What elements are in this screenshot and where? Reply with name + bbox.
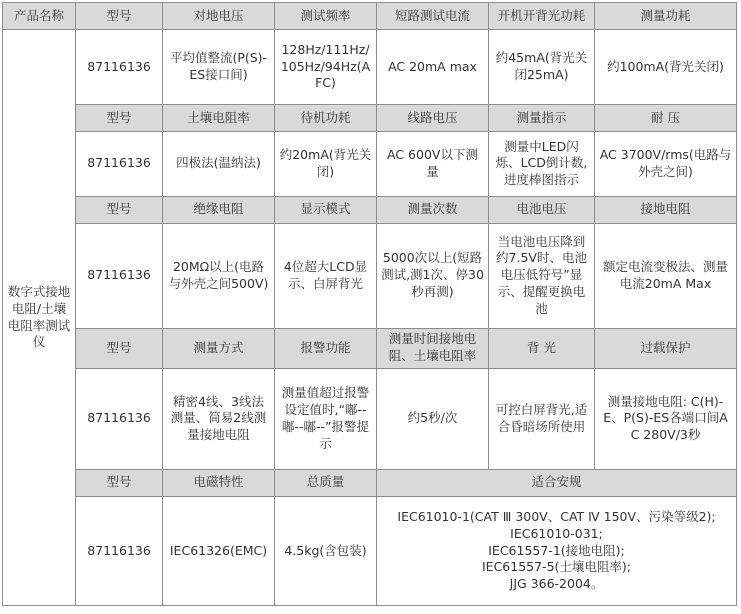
cell-battery-voltage: 当电池电压降到约7.5V时、电池电压低符号”显示、提醒更换电池 xyxy=(489,223,595,328)
cell-backlight: 可控白屏背光,适合昏暗场所使用 xyxy=(489,368,595,469)
header-row-1 xyxy=(3,3,737,30)
cell-emc: IEC61326(EMC) xyxy=(163,497,275,606)
header-line-voltage: 线路电压 xyxy=(377,104,489,131)
header-short-circuit-current: 短路测试电流 xyxy=(377,3,489,30)
cell-backlight-power: 约45mA(背光关闭25mA) xyxy=(489,30,595,105)
header-row-5 xyxy=(3,469,737,496)
cell-measure-count: 5000次以上(短路测试,测1次、停30秒再测) xyxy=(377,223,489,328)
cell-ground-voltage: 平均值整流(P(S)-ES接口间) xyxy=(163,30,275,105)
value-row-3 xyxy=(3,223,737,328)
cell-measure-indicator: 测量中LED闪烁、LCD倒计数,进度棒图指示 xyxy=(489,132,595,197)
header-ground-resistance: 接地电阻 xyxy=(595,196,737,223)
header-model: 型号 xyxy=(76,3,163,30)
standard-line: JJG 366-2004。 xyxy=(509,576,604,592)
cell-display-mode: 4位超大LCD显示、白屏背光 xyxy=(275,223,377,328)
header-measure-method: 测量方式 xyxy=(163,328,275,368)
header-measure-indicator: 测量指示 xyxy=(489,104,595,131)
cell-test-frequency: 128Hz/111Hz/105Hz/94Hz(AFC) xyxy=(275,30,377,105)
header-safety-standards: 适合安规 xyxy=(377,469,737,496)
value-row-5 xyxy=(3,497,737,606)
cell-total-weight: 4.5kg(含包装) xyxy=(275,497,377,606)
cell-measure-power: 约100mA(背光关闭) xyxy=(595,30,737,105)
cell-model: 87116136 xyxy=(76,132,163,197)
cell-insulation-resistance: 20MΩ以上(电路与外壳之间500V) xyxy=(163,223,275,328)
header-model: 型号 xyxy=(76,469,163,496)
header-withstand-voltage: 耐 压 xyxy=(595,104,737,131)
header-insulation-resistance: 绝缘电阻 xyxy=(163,196,275,223)
header-model: 型号 xyxy=(76,196,163,223)
product-name: 数字式接地电阻/土壤电阻率测试仪 xyxy=(3,30,76,606)
cell-ground-resistance: 额定电流变极法、测量电流20mA Max xyxy=(595,223,737,328)
standard-line: IEC61010-1(CAT Ⅲ 300V、CAT Ⅳ 150V、污染等级2); xyxy=(397,508,716,524)
standard-line: IEC61557-1(接地电阻); xyxy=(488,542,625,558)
header-ground-voltage: 对地电压 xyxy=(163,3,275,30)
cell-measure-method: 精密4线、3线法测量、简易2线测量接地电阻 xyxy=(163,368,275,469)
cell-alarm-function: 测量值超过报警设定值时,“嘟--嘟--嘟--”报警提示 xyxy=(275,368,377,469)
cell-model: 87116136 xyxy=(76,223,163,328)
header-total-weight: 总质量 xyxy=(275,469,377,496)
header-test-frequency: 测试频率 xyxy=(275,3,377,30)
cell-standby-power: 约20mA(背光关闭) xyxy=(275,132,377,197)
header-backlight: 背 光 xyxy=(489,328,595,368)
standard-line: IEC61010-031; xyxy=(510,525,603,541)
header-overload-protection: 过载保护 xyxy=(595,328,737,368)
header-emc: 电磁特性 xyxy=(163,469,275,496)
header-display-mode: 显示模式 xyxy=(275,196,377,223)
header-measure-time: 测量时间接地电阻、土壤电阻率 xyxy=(377,328,489,368)
spec-table xyxy=(2,2,737,606)
value-row-4 xyxy=(3,368,737,469)
value-row-2 xyxy=(3,132,737,197)
cell-model: 87116136 xyxy=(76,497,163,606)
header-standby-power: 待机功耗 xyxy=(275,104,377,131)
product-name-header: 产品名称 xyxy=(3,3,76,30)
cell-model: 87116136 xyxy=(76,30,163,105)
header-alarm-function: 报警功能 xyxy=(275,328,377,368)
header-measure-count: 测量次数 xyxy=(377,196,489,223)
header-backlight-power: 开机开背光功耗 xyxy=(489,3,595,30)
cell-short-circuit-current: AC 20mA max xyxy=(377,30,489,105)
standard-line: IEC61557-5(土壤电阻率); xyxy=(481,559,631,575)
header-model: 型号 xyxy=(76,104,163,131)
header-row-2 xyxy=(3,104,737,131)
value-row-1 xyxy=(3,30,737,105)
header-model: 型号 xyxy=(76,328,163,368)
header-battery-voltage: 电池电压 xyxy=(489,196,595,223)
header-row-4 xyxy=(3,328,737,368)
cell-withstand-voltage: AC 3700V/rms(电路与外壳之间) xyxy=(595,132,737,197)
header-measure-power: 测量功耗 xyxy=(595,3,737,30)
header-row-3 xyxy=(3,196,737,223)
cell-model: 87116136 xyxy=(76,368,163,469)
cell-safety-standards xyxy=(377,497,737,606)
cell-overload-protection: 测量接地电阻: C(H)-E、P(S)-ES各端口间AC 280V/3秒 xyxy=(595,368,737,469)
cell-soil-resistivity: 四极法(温纳法) xyxy=(163,132,275,197)
cell-line-voltage: AC 600V以下测量 xyxy=(377,132,489,197)
cell-measure-time: 约5秒/次 xyxy=(377,368,489,469)
header-soil-resistivity: 土壤电阻率 xyxy=(163,104,275,131)
